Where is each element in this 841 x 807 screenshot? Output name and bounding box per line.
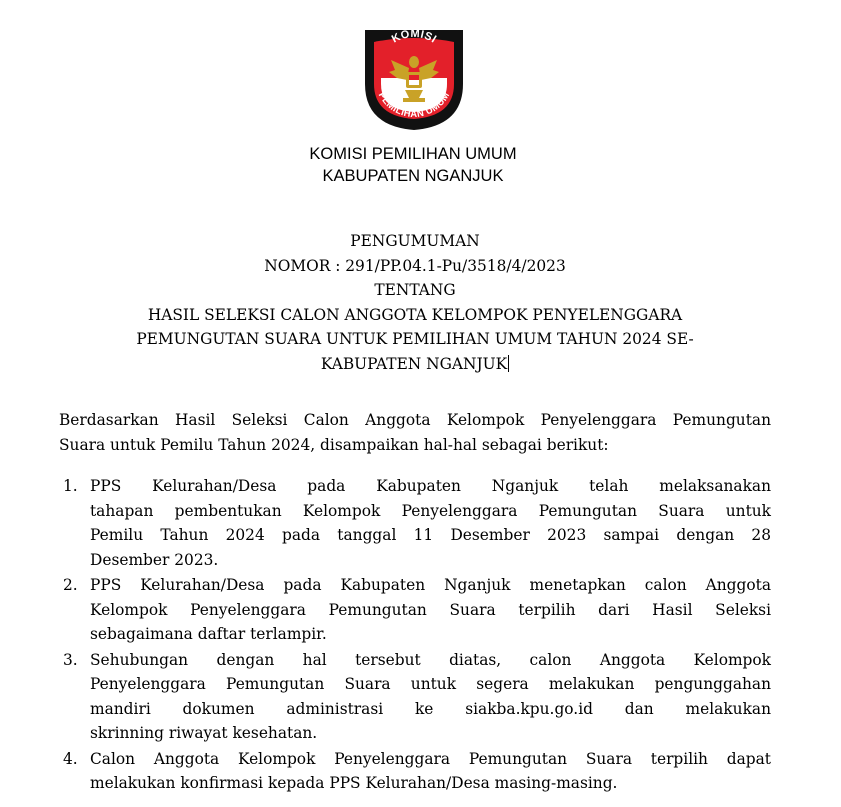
list-item-line: Penyelenggara Pemungutan Suara untuk segera melakukan pengunggahan <box>90 675 771 693</box>
announcement-title: PENGUMUMAN <box>350 232 480 250</box>
list-item-line: melakukan konfirmasi kepada PPS Kelurahan/Desa masing-masing. <box>90 774 618 792</box>
logo-bottom-text: PEMILIHAN UMUM <box>375 90 453 121</box>
kpu-logo-emblem <box>361 22 467 132</box>
list-item <box>59 474 771 572</box>
list-item-number: 1. <box>63 477 78 495</box>
list-item-number: 3. <box>63 650 78 669</box>
logo-top-text: KOMISI <box>389 27 439 46</box>
list-item <box>59 747 771 796</box>
intro-line-1: Berdasarkan Hasil Seleksi Calon Anggota Kelompok Penyelenggara Pemungutan <box>59 411 771 429</box>
announcement-subject-line-1: HASIL SELEKSI CALON ANGGOTA KELOMPOK PENYELENGGARA <box>147 305 683 324</box>
list-item-line: Calon Anggota Kelompok Penyelenggara Pemungutan Suara terpilih dapat <box>90 749 771 768</box>
intro-paragraph <box>59 408 771 457</box>
list-item-line: Sehubungan dengan hal tersebut diatas, calon Anggota Kelompok <box>90 650 771 669</box>
list-item-line: Desember 2023. <box>90 550 219 569</box>
list-item-number: 2. <box>63 576 78 594</box>
text-cursor <box>508 355 509 372</box>
institution-region: KABUPATEN NGANJUK <box>322 167 504 185</box>
list-item-line: mandiri dokumen administrasi ke siakba.kpu.go.id dan melakukan <box>90 699 771 718</box>
list-item-line: Pemilu Tahun 2024 pada tanggal 11 Desember 2023 sampai dengan 28 <box>90 526 771 544</box>
announcement-points <box>59 474 771 797</box>
announcement-about: TENTANG <box>374 281 456 299</box>
list-item-line: tahapan pembentukan Kelompok Penyelenggara Pemungutan Suara untuk <box>90 501 771 520</box>
list-item-number: 4. <box>63 749 78 768</box>
list-item-line: PPS Kelurahan/Desa pada Kabupaten Nganjuk menetapkan calon Anggota <box>90 576 771 594</box>
announcement-number: NOMOR : 291/PP.04.1-Pu/3518/4/2023 <box>264 256 566 275</box>
announcement-subject-line-3 <box>60 352 770 377</box>
list-item-line: PPS Kelurahan/Desa pada Kabupaten Nganjuk telah melaksanakan <box>90 477 771 495</box>
institution-header <box>0 143 826 187</box>
list-item <box>59 573 771 647</box>
list-item-line: skrinning riwayat kesehatan. <box>90 724 318 742</box>
announcement-heading <box>60 229 770 376</box>
list-item-line: sebagaimana daftar terlampir. <box>90 625 327 643</box>
announcement-subject-line-2: PEMUNGUTAN SUARA UNTUK PEMILIHAN UMUM TAHUN 2024 SE- <box>136 330 694 348</box>
intro-line-2: Suara untuk Pemilu Tahun 2024, disampaikan hal-hal sebagai berikut: <box>59 435 609 454</box>
announcement-subject-line-3-text: KABUPATEN NGANJUK <box>320 354 508 373</box>
institution-name: KOMISI PEMILIHAN UMUM <box>309 145 517 163</box>
list-item <box>59 648 771 746</box>
list-item-line: Kelompok Penyelenggara Pemungutan Suara terpilih dari Hasil Seleksi <box>90 600 771 619</box>
